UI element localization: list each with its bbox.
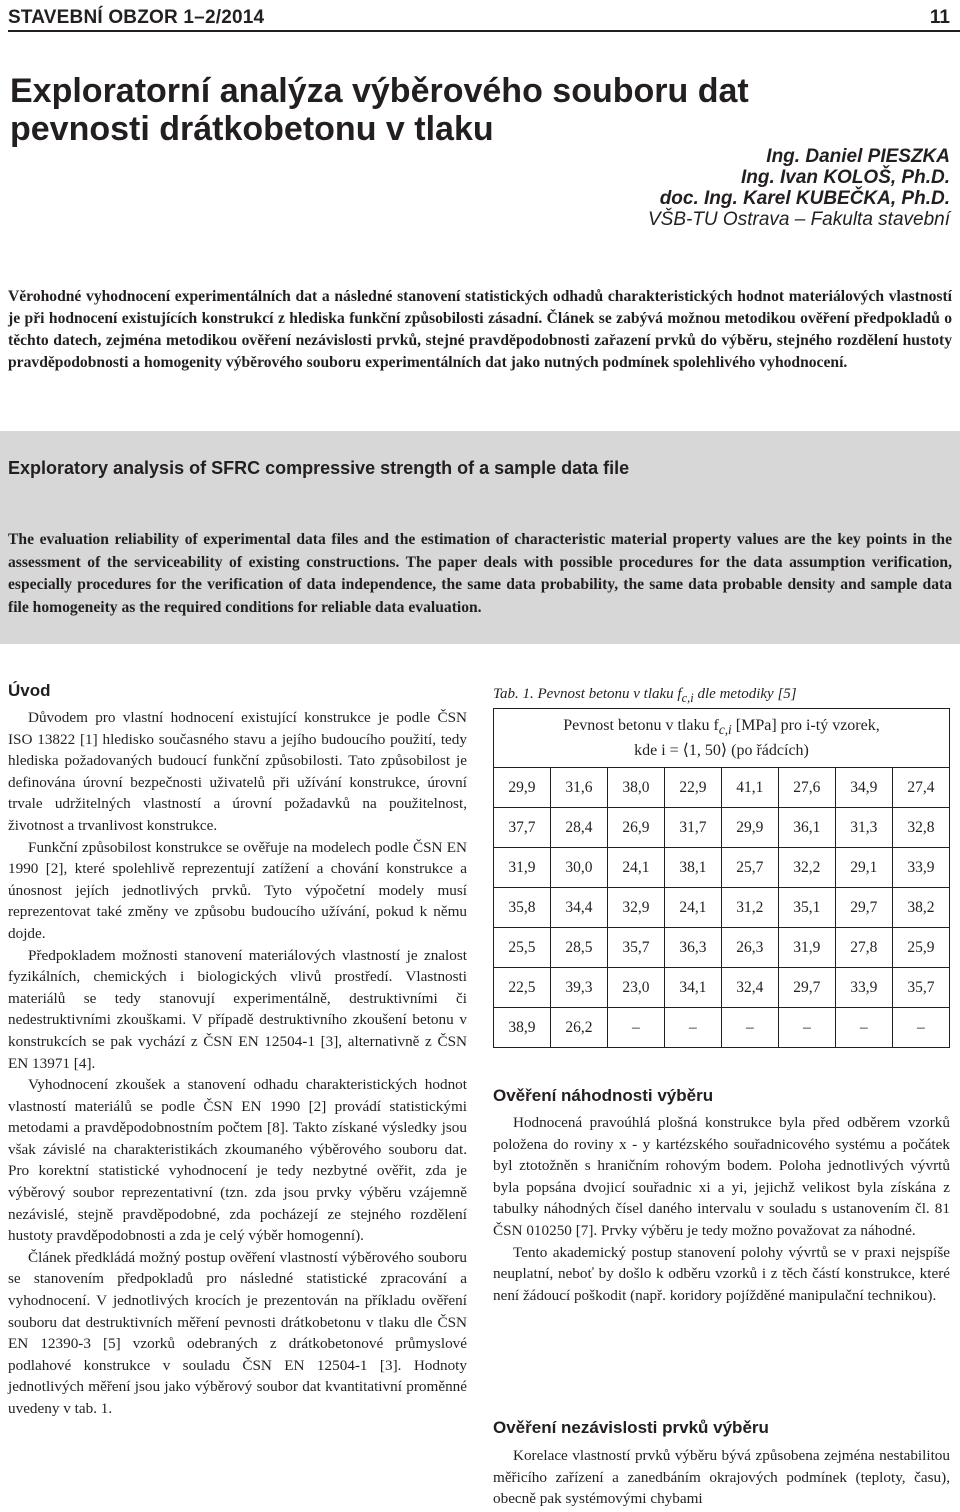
table-cell: 35,7 [892, 968, 949, 1008]
independence-text [493, 1445, 950, 1510]
intro-text [8, 707, 467, 1420]
table-cell: 25,5 [494, 928, 551, 968]
table-cell: 23,0 [607, 968, 664, 1008]
table-cell: 39,3 [550, 968, 607, 1008]
author-3: doc. Ing. Karel KUBEČKA, Ph.D. [659, 188, 950, 209]
table-cell: – [607, 1008, 664, 1048]
table-cell: 24,1 [664, 888, 721, 928]
table-cell: 38,2 [892, 888, 949, 928]
title-line-1: Exploratorní analýza výběrového souboru dat [10, 72, 749, 110]
table-cell: 24,1 [607, 848, 664, 888]
table-cell: 27,8 [835, 928, 892, 968]
running-header [8, 4, 960, 32]
table-cell: 31,9 [494, 848, 551, 888]
page-number: 11 [929, 7, 950, 28]
intro-paragraph-5: Článek předkládá možný postup ověření vlastností výběrového souboru se stanovením předpokladů pro následné statistické zpracování a vyhodnocení. V jednotlivých krocích je prezentován na příkladu ověření souboru dat destruktivních měření pevnosti drátkobetonu v tlaku dle ČSN EN 12390-3 [5] vzorků odebraných z drátkobetonové průmyslové podlahové konstrukce v souladu ČSN EN 12504-1 [3]. Hodnoty jednotlivých měření jsou jako výběrový soubor dat kvantitativní proměnné uvedeny v tab. 1. [8, 1248, 467, 1417]
table-caption [493, 686, 797, 706]
table-header-row [494, 709, 950, 768]
table-cell: 33,9 [835, 968, 892, 1008]
table-cell: 31,6 [550, 768, 607, 808]
header-text-end: [MPa] pro i-tý vzorek, [731, 716, 880, 734]
table-cell: 38,1 [664, 848, 721, 888]
intro-paragraph-2: Funkční způsobilost konstrukce se ověřuje na modelech podle ČSN EN 1990 [2], které spolehlivě reprezentují zatížení a chování konstrukce a únosnost jejích jednotlivých prvků. Tyto výpočetní modely musí reprezentovat také změny ve způsobu budoucího užívání, pokud k němu dojde. [8, 838, 467, 942]
section-heading-intro: Úvod [8, 681, 51, 700]
table-row [494, 968, 950, 1008]
table-cell: 37,7 [494, 808, 551, 848]
table-cell: 29,7 [835, 888, 892, 928]
table-cell: 38,9 [494, 1008, 551, 1048]
table-cell: 25,7 [721, 848, 778, 888]
article-title [10, 72, 910, 148]
table-cell: 32,4 [721, 968, 778, 1008]
randomness-paragraph-1: Hodnocená pravoúhlá plošná konstrukce byla před odběrem vzorků položena do roviny x - y kartézského souřadnicového systému a počátek byl ztotožněn s hraničním rohovým bodem. Poloha jednotlivých vývrtů byla popsána dvojicí souřadnic xi a yi, jejichž velikost byla získána z tabulky náhodných čísel daného intervalu v souladu s ustanovením čl. 81 ČSN 010250 [7]. Prvky výběru je tedy možno považovat za náhodné. [493, 1114, 950, 1239]
table-cell: 29,7 [778, 968, 835, 1008]
table-cell: 33,9 [892, 848, 949, 888]
table-cell: – [664, 1008, 721, 1048]
table-cell: 29,9 [721, 808, 778, 848]
table-cell: 29,9 [494, 768, 551, 808]
table-cell: 34,4 [550, 888, 607, 928]
section-heading-randomness: Ověření náhodnosti výběru [493, 1086, 714, 1105]
table-cell: 27,4 [892, 768, 949, 808]
table-cell: 22,9 [664, 768, 721, 808]
table-cell: – [778, 1008, 835, 1048]
table-header-cell [494, 709, 950, 768]
intro-paragraph-1: Důvodem pro vlastní hodnocení existující konstrukce je podle ČSN ISO 13822 [1] hlediskо současného stavu a jejího budoucího použití, tedy hlediska požadovaných budoucí funkční způsobilosti. Tato způsobilost je definována úrovní bezpečnosti uživatelů při užívání konstrukce, úrovní trvale udržitelných vlastností a úrovní požadavků na použitelnost, životnost a trvanlivost konstrukce. [8, 709, 467, 834]
table-cell: – [721, 1008, 778, 1048]
table-cell: 25,9 [892, 928, 949, 968]
abstract-english: The evaluation reliability of experimental data files and the estimation of characteristic material property values are the key points in the assessment of the serviceability of existing constructions. The paper deals with possible procedures for the data assumption verification, especially procedures for the verification of data independence, the same data probability, the same data probable density and sample data file homogeneity as the required conditions for reliable data evaluation. [8, 531, 952, 616]
header-subscript: c,i [718, 722, 732, 738]
table-cell: 26,9 [607, 808, 664, 848]
header-line-2: kde i = ⟨1, 50⟩ (po řádcích) [634, 742, 809, 760]
table-cell: 31,2 [721, 888, 778, 928]
caption-text: Tab. 1. Pevnost betonu v tlaku f [493, 686, 682, 702]
author-2: Ing. Ivan KOLOŠ, Ph.D. [740, 167, 950, 188]
table-cell: – [835, 1008, 892, 1048]
table-cell: 27,6 [778, 768, 835, 808]
table-cell: 30,0 [550, 848, 607, 888]
intro-paragraph-3: Předpokladem možnosti stanovení materiálových vlastností je znalost fyzikálních, chemických i biologických vlivů prostředí. Vlastnosti materiálů se tedy stanovují experimentálně, destruktivními či nedestruktivními zkouškami. V případě destruktivního zkoušení betonu v konstrukcích se pak vychází z ČSN EN 12504-1 [3], alternativně z ČSN EN 13971 [4]. [8, 946, 467, 1072]
table-cell: 34,9 [835, 768, 892, 808]
independence-paragraph: Korelace vlastností prvků výběru bývá způsobena zejména nestabilitou měřicího zařízení a zanedbáním okrajových podmínek (teploty, času), obecně pak systémovými chybami [493, 1447, 950, 1508]
table-row [494, 1008, 950, 1048]
table-cell: 32,9 [607, 888, 664, 928]
table-cell: 41,1 [721, 768, 778, 808]
randomness-paragraph-2: Tento akademický postup stanovení polohy vývrtů se v praxi nejspíše neuplatní, neboť by došlo k odběru vzorků i z těch částí konstrukce, které není žádoucí poškodit (např. koridory pojížděné manipulační technikou). [493, 1243, 950, 1304]
table-cell: 32,8 [892, 808, 949, 848]
randomness-text [493, 1112, 950, 1306]
table-cell: 36,3 [664, 928, 721, 968]
table-cell: 22,5 [494, 968, 551, 1008]
caption-subscript: c,i [681, 691, 694, 705]
table-cell: 29,1 [835, 848, 892, 888]
table-cell: 35,7 [607, 928, 664, 968]
table-cell: – [892, 1008, 949, 1048]
table-cell: 26,2 [550, 1008, 607, 1048]
header-text: Pevnost betonu v tlaku f [563, 716, 719, 734]
journal-name: STAVEBNÍ OBZOR 1–2/2014 [8, 7, 265, 28]
table-cell: 31,9 [778, 928, 835, 968]
table-cell: 34,1 [664, 968, 721, 1008]
table-cell: 36,1 [778, 808, 835, 848]
table-cell: 35,8 [494, 888, 551, 928]
intro-paragraph-4: Vyhodnocení zkoušek a stanovení odhadu charakteristických hodnot vlastností materiálů se podle ČSN EN 1990 [2] provádí statistickými metodami a pravděpodobnostním počtem [8]. Takto získané výsledky jsou však závislé na charakteristikách zkoumaného výběrového souboru dat. Pro korektní statistické vyhodnocení je tedy nezbytné ověřit, zda je výběrový soubor reprezentativní (tzn. zda jsou prvky výběru vzájemně nezávislé, stejně pravděpodobné, zda pocházejí ze stejného rozdělení hustoty pravděpodobnosti a zda je celý výběr homogenní). [8, 1076, 467, 1245]
title-line-2: pevnosti drátkobetonu v tlaku [10, 110, 494, 148]
affiliation: VŠB-TU Ostrava – Fakulta stavební [647, 209, 950, 230]
strength-table [493, 708, 950, 1048]
table-row [494, 768, 950, 808]
table-cell: 28,4 [550, 808, 607, 848]
table-cell: 35,1 [778, 888, 835, 928]
table-cell: 31,3 [835, 808, 892, 848]
author-block [648, 146, 950, 230]
table-cell: 31,7 [664, 808, 721, 848]
caption-text-end: dle metodiky [5] [693, 686, 797, 702]
author-1: Ing. Daniel PIESZKA [766, 146, 950, 167]
table-row [494, 808, 950, 848]
table-cell: 32,2 [778, 848, 835, 888]
table-cell: 28,5 [550, 928, 607, 968]
table-cell: 26,3 [721, 928, 778, 968]
abstract-czech: Věrohodné vyhodnocení experimentálních dat a následné stanovení statistických odhadů charakteristických hodnot materiálových vlastností je při hodnocení existujících konstrukcí z hlediska funkční způsobilosti zásadní. Článek se zabývá možnou metodikou ověření předpokladů o těchto datech, zejména metodikou ověření nezávislosti prvků, stejné pravděpodobnosti zařazení prvků do výběru, stejného rozdělení hustoty pravděpodobnosti a homogenity výběrového souboru experimentálních dat jako nutných podmínek spolehlivého vyhodnocení. [8, 288, 952, 371]
table-row [494, 928, 950, 968]
table-row [494, 848, 950, 888]
section-heading-independence: Ověření nezávislosti prvků výběru [493, 1418, 769, 1437]
english-title: Exploratory analysis of SFRC compressive strength of a sample data file [8, 458, 630, 478]
table-cell: 38,0 [607, 768, 664, 808]
table-row [494, 888, 950, 928]
